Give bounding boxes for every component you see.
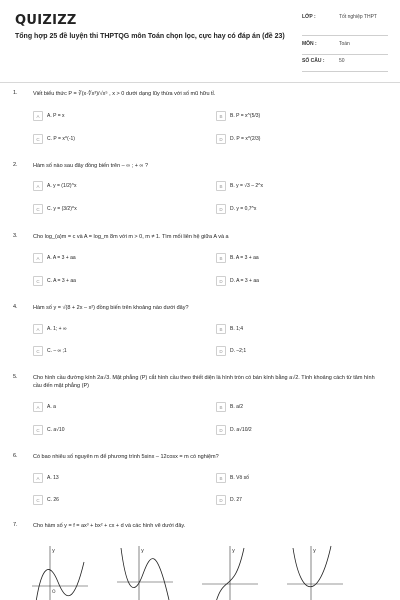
question-text: Hàm số y = √(8 + 2x – x²) đồng biến trên khoảng nào dưới đây? [33, 305, 189, 311]
origin-label: O [52, 590, 56, 595]
option-text: C. a√10 [47, 426, 65, 433]
option-c[interactable] [33, 495, 183, 505]
option-text: B. A = 3 + aa [230, 254, 259, 261]
cubic-graph-2 [115, 544, 175, 600]
question-number: 2. [13, 162, 18, 168]
question-number: 5. [13, 374, 18, 380]
option-letter: B [216, 402, 226, 412]
curve [293, 546, 331, 587]
question-text: Cho log_(a)m = c và A = log_m 8m với m > 0, m ≠ 1. Tìm mối liên hệ giữa A và a [33, 234, 229, 240]
y-label: y [52, 548, 55, 554]
option-b[interactable] [216, 111, 366, 121]
option-text: A. 13 [47, 474, 59, 481]
option-text: C. 26 [47, 496, 59, 503]
option-text: A. A = 3 + aa [47, 254, 76, 261]
option-text: A. y = (1/2)^x [47, 182, 77, 189]
option-a[interactable] [33, 253, 183, 263]
cubic-graph-4 [285, 544, 345, 600]
option-b[interactable] [216, 402, 366, 412]
option-letter: B [216, 473, 226, 483]
option-letter: C [33, 495, 43, 505]
count-label: SỐ CÂU : [302, 58, 325, 64]
option-text: A. 1; + ∞ [47, 325, 67, 332]
option-text: D. –2;1 [230, 347, 247, 354]
option-text: D. a√10/2 [230, 426, 252, 433]
option-text: C. P = x^(-1) [47, 135, 75, 142]
option-text: D. A = 3 + aa [230, 277, 259, 284]
option-letter: D [216, 425, 226, 435]
question-text: Có bao nhiêu số nguyên m để phương trình 5sinx – 12cosx = m có nghiệm? [33, 454, 219, 460]
question-number: 7. [13, 522, 18, 528]
option-letter: A [33, 253, 43, 263]
option-text: A. P = x [47, 112, 65, 119]
meta-row-class [302, 14, 388, 36]
question-number: 4. [13, 304, 18, 310]
question-number: 1. [13, 90, 18, 96]
question-text: Hàm số nào sau đây đồng biến trên – ∞ ; + ∞ ? [33, 163, 149, 169]
option-letter: C [33, 204, 43, 214]
option-letter: A [33, 473, 43, 483]
quizizz-logo: QUIZIZZ [15, 13, 77, 28]
option-c[interactable] [33, 204, 183, 214]
option-c[interactable] [33, 346, 183, 356]
option-letter: C [33, 346, 43, 356]
meta-row-subject [302, 41, 388, 55]
option-d[interactable] [216, 425, 366, 435]
option-text: B. Vô số [230, 474, 249, 481]
option-letter: C [33, 425, 43, 435]
worksheet-header [0, 0, 400, 88]
option-letter: D [216, 204, 226, 214]
option-d[interactable] [216, 346, 366, 356]
option-a[interactable] [33, 473, 183, 483]
option-text: D. y = 0,7^x [230, 205, 257, 212]
page-title: Tổng hợp 25 đề luyện thi THPTQG môn Toán chọn lọc, cực hay có đáp án (đề 23) [15, 33, 285, 40]
option-letter: A [33, 324, 43, 334]
option-letter: B [216, 253, 226, 263]
cubic-graph-1 [30, 544, 90, 600]
option-letter: B [216, 181, 226, 191]
y-label: y [313, 548, 316, 554]
option-letter: A [33, 111, 43, 121]
option-letter: D [216, 495, 226, 505]
curve [121, 548, 169, 600]
meta-row-count [302, 58, 388, 72]
option-text: B. 1;4 [230, 325, 244, 332]
option-text: C. – ∞ ;1 [47, 347, 67, 354]
option-c[interactable] [33, 425, 183, 435]
option-c[interactable] [33, 134, 183, 144]
option-text: C. A = 3 + aa [47, 277, 76, 284]
option-b[interactable] [216, 181, 366, 191]
option-letter: B [216, 111, 226, 121]
option-text: B. a/2 [230, 403, 244, 410]
option-a[interactable] [33, 402, 183, 412]
option-d[interactable] [216, 495, 366, 505]
count-value: 50 [339, 58, 345, 64]
option-b[interactable] [216, 324, 366, 334]
option-letter: C [33, 134, 43, 144]
option-c[interactable] [33, 276, 183, 286]
option-letter: A [33, 181, 43, 191]
option-d[interactable] [216, 134, 366, 144]
question-text: Cho hình cầu đường kính 2a√3. Mặt phẳng (P) cắt hình cầu theo thiết diện là hình tròn có bán kính bằng a√2. Tính khoảng cách từ tâm hình cầu đến mặt phẳng (P) [33, 375, 375, 389]
option-text: B. y = √3 – 2^x [230, 182, 264, 189]
y-label: y [232, 548, 235, 554]
class-label: LỚP : [302, 14, 316, 20]
option-b[interactable] [216, 253, 366, 263]
header-divider [0, 82, 400, 83]
cubic-graph-3 [200, 544, 260, 600]
option-letter: D [216, 346, 226, 356]
option-text: B. P = x^(5/3) [230, 112, 261, 119]
option-letter: D [216, 134, 226, 144]
question-number: 6. [13, 453, 18, 459]
y-label: y [141, 548, 144, 554]
option-text: D. P = x^(2/3) [230, 135, 261, 142]
option-a[interactable] [33, 181, 183, 191]
option-d[interactable] [216, 204, 366, 214]
option-a[interactable] [33, 111, 183, 121]
option-text: A. a [47, 403, 56, 410]
question-text: Viết biểu thức P = ∛(x·∜x³)/√x⁵ , x > 0 dưới dạng lũy thừa với số mũ hữu tỉ. [33, 91, 216, 97]
class-value: Tốt nghiệp THPT [339, 14, 377, 20]
option-d[interactable] [216, 276, 366, 286]
option-letter: C [33, 276, 43, 286]
option-a[interactable] [33, 324, 183, 334]
option-text: D. 27 [230, 496, 242, 503]
subject-value: Toán [339, 41, 350, 47]
option-letter: B [216, 324, 226, 334]
question-text: Cho hàm số y = f = ax³ + bx² + cx + d và các hình vẽ dưới đây. [33, 523, 186, 529]
subject-label: MÔN : [302, 41, 317, 47]
curve [36, 562, 84, 600]
option-letter: A [33, 402, 43, 412]
option-b[interactable] [216, 473, 366, 483]
question-number: 3. [13, 233, 18, 239]
option-text: C. y = (3/2)^x [47, 205, 77, 212]
option-letter: D [216, 276, 226, 286]
